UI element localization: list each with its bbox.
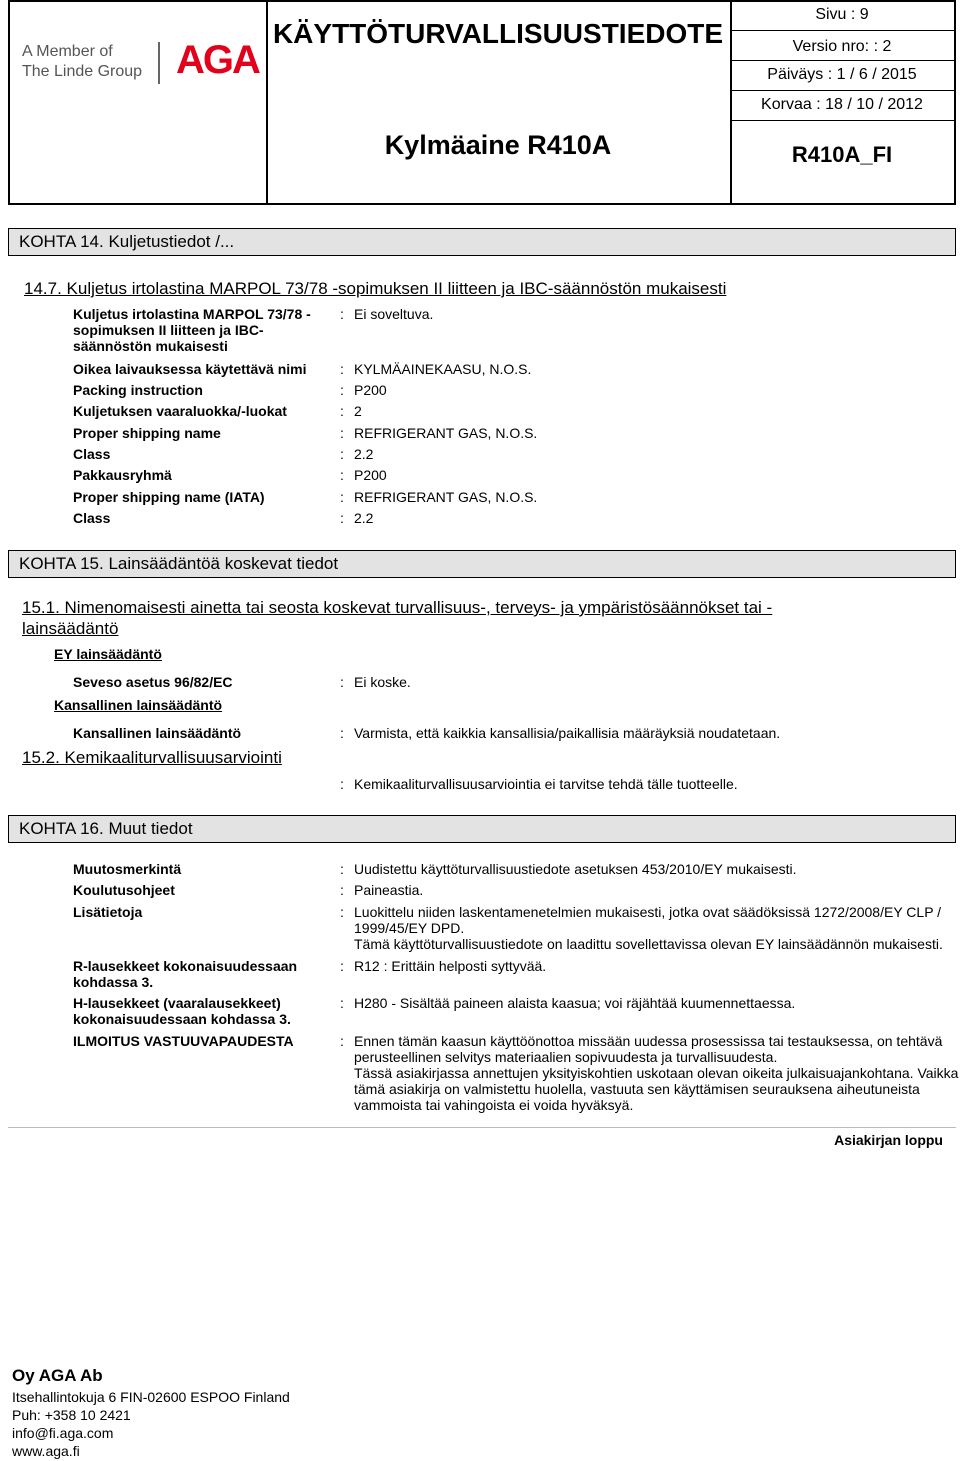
- company-address: Itsehallintokuja 6 FIN-02600 ESPOO Finland: [12, 1389, 290, 1405]
- eu-legislation-heading: EY lainsäädäntö: [54, 646, 162, 662]
- divider: [730, 90, 954, 91]
- colon: :: [340, 382, 344, 398]
- csa-value: Kemikaaliturvallisuusarviointia ei tarvitse tehdä tälle tuotteelle.: [354, 776, 738, 792]
- colon: :: [340, 995, 344, 1011]
- h-phrases-label-1: H-lausekkeet (vaaralausekkeet): [73, 995, 281, 1011]
- r-phrases-label-1: R-lausekkeet kokonaisuudessaan: [73, 958, 298, 974]
- disclaimer-line-3: Tässä asiakirjassa annettujen yksityiskohtien uskotaan olevan oikeita julkaisuajankohtana. Vaikka: [354, 1065, 959, 1081]
- section-14-bar: KOHTA 14. Kuljetustiedot /...: [8, 228, 956, 256]
- training-value: Paineastia.: [354, 882, 424, 898]
- colon: :: [340, 403, 344, 419]
- row-label: Kuljetus irtolastina MARPOL 73/78 - sopimuksen II liitteen ja IBC-säännöstön mukaisesti: [73, 306, 311, 354]
- disclaimer-line-2: perusteellinen selvitys materiaalien sopivuudesta ja turvallisuudesta.: [354, 1049, 778, 1065]
- disclaimer-line-4: tämä asiakirja on valmistettu huolella, vastuuta sen käyttämisen seurauksena aiheutuneista: [354, 1081, 920, 1097]
- colon: :: [340, 725, 344, 741]
- national-value: Varmista, että kaikkia kansallisia/paikallisia määräyksiä noudatetaan.: [354, 725, 781, 741]
- row-label: Pakkausryhmä: [73, 467, 172, 483]
- changes-label: Muutosmerkintä: [73, 861, 182, 877]
- row-value: P200: [354, 382, 387, 398]
- page-number: Sivu : 9: [815, 6, 869, 23]
- row-label: Kuljetuksen vaaraluokka/-luokat: [73, 403, 287, 419]
- linde-line-2: The Linde Group: [22, 63, 143, 80]
- h-phrases-label-2: kokonaisuudessaan kohdassa 3.: [73, 1011, 291, 1027]
- extra-info-label: Lisätietoja: [73, 904, 143, 920]
- colon: :: [340, 1033, 344, 1049]
- disclaimer-line-1: Ennen tämän kaasun käyttöönottoa missään uudessa prosessissa tai testauksessa, on tehtävä: [354, 1033, 943, 1049]
- document-end: Asiakirjan loppu: [834, 1132, 943, 1148]
- row-label: Packing instruction: [73, 382, 203, 398]
- colon: :: [340, 425, 344, 441]
- training-label: Koulutusohjeet: [73, 882, 175, 898]
- colon: :: [340, 306, 344, 322]
- linde-line-1: A Member of: [22, 43, 113, 60]
- title-area: [266, 2, 732, 203]
- document-title: KÄYTTÖTURVALLISUUSTIEDOTE: [272, 18, 724, 49]
- national-legislation-heading: Kansallinen lainsäädäntö: [54, 697, 223, 713]
- colon: :: [340, 489, 344, 505]
- disclaimer-line-5: vammoista tai vahingoista ei voida hyväksyä.: [354, 1097, 634, 1113]
- colon: :: [340, 958, 344, 974]
- extra-info-line-3: Tämä käyttöturvallisuustiedote on laadittu sovellettavissa olevan EY lainsäädännön mukaisesti.: [354, 936, 943, 952]
- company-email[interactable]: info@fi.aga.com: [12, 1425, 114, 1441]
- replaces-date: Korvaa : 18 / 10 / 2012: [761, 96, 923, 113]
- linde-group-logo: [22, 42, 142, 82]
- colon: :: [340, 776, 344, 792]
- section-15-bar: KOHTA 15. Lainsäädäntöä koskevat tiedot: [8, 550, 956, 578]
- section-16-bar: KOHTA 16. Muut tiedot: [8, 815, 956, 843]
- row-value: KYLMÄAINEKAASU, N.O.S.: [354, 361, 532, 377]
- r-phrases-label-2: kohdassa 3.: [73, 974, 154, 990]
- logo-divider: [158, 42, 160, 84]
- row-label: Oikea laivauksessa käytettävä nimi: [73, 361, 307, 377]
- colon: :: [340, 882, 344, 898]
- issue-date: Päiväys : 1 / 6 / 2015: [767, 66, 917, 83]
- section-14-7-heading: 14.7. Kuljetus irtolastina MARPOL 73/78 -sopimuksen II liitteen ja IBC-säännöstön mukaisesti: [24, 279, 727, 298]
- colon: :: [340, 904, 344, 920]
- colon: :: [340, 674, 344, 690]
- seveso-label: Seveso asetus 96/82/EC: [73, 674, 233, 690]
- row-value: REFRIGERANT GAS, N.O.S.: [354, 425, 538, 441]
- product-name: Kylmäaine R410A: [384, 130, 612, 160]
- section-15-1-heading-line-1: 15.1. Nimenomaisesti ainetta tai seosta koskevat turvallisuus-, terveys- ja ympäristösäännökset tai -: [22, 598, 773, 617]
- company-website[interactable]: www.aga.fi: [12, 1443, 80, 1459]
- company-name: Oy AGA Ab: [12, 1366, 103, 1385]
- seveso-value: Ei koske.: [354, 674, 411, 690]
- r-phrases-value: R12 : Erittäin helposti syttyvää.: [354, 958, 547, 974]
- changes-value: Uudistettu käyttöturvallisuustiedote asetuksen 453/2010/EY mukaisesti.: [354, 861, 797, 877]
- row-label: Proper shipping name (IATA): [73, 489, 265, 505]
- divider: [730, 60, 954, 61]
- section-15-1-heading-line-2: lainsäädäntö: [22, 619, 119, 638]
- extra-info-line-1: Luokittelu niiden laskentamenetelmien mukaisesti, jotka ovat säädöksissä 1272/2008/EY CLP /: [354, 904, 942, 920]
- row-value: 2.2: [354, 510, 374, 526]
- divider: [730, 30, 954, 31]
- colon: :: [340, 467, 344, 483]
- row-value: REFRIGERANT GAS, N.O.S.: [354, 489, 538, 505]
- row-value: Ei soveltuva.: [354, 306, 434, 322]
- logo-area: [10, 2, 268, 203]
- extra-info-line-2: 1999/45/EY DPD.: [354, 920, 465, 936]
- company-phone: Puh: +358 10 2421: [12, 1407, 131, 1423]
- divider: [730, 120, 954, 121]
- row-value: P200: [354, 467, 387, 483]
- colon: :: [340, 446, 344, 462]
- end-divider: [8, 1127, 956, 1128]
- row-value: 2.2: [354, 446, 374, 462]
- disclaimer-label: ILMOITUS VASTUUVAPAUDESTA: [73, 1033, 294, 1049]
- row-label: Class: [73, 446, 111, 462]
- colon: :: [340, 361, 344, 377]
- document-header: [8, 0, 956, 205]
- row-value: 2: [354, 403, 362, 419]
- row-label: Class: [73, 510, 111, 526]
- row-label: Proper shipping name: [73, 425, 221, 441]
- h-phrases-value: H280 - Sisältää paineen alaista kaasua; voi räjähtää kuumennettaessa.: [354, 995, 796, 1011]
- colon: :: [340, 510, 344, 526]
- colon: :: [340, 861, 344, 877]
- section-15-2-heading: 15.2. Kemikaaliturvallisuusarviointi: [22, 748, 282, 767]
- aga-logo: AGA: [176, 38, 259, 82]
- product-code: R410A_FI: [791, 142, 893, 167]
- meta-area: [730, 2, 954, 203]
- national-label: Kansallinen lainsäädäntö: [73, 725, 242, 741]
- version-number: Versio nro: : 2: [792, 38, 892, 55]
